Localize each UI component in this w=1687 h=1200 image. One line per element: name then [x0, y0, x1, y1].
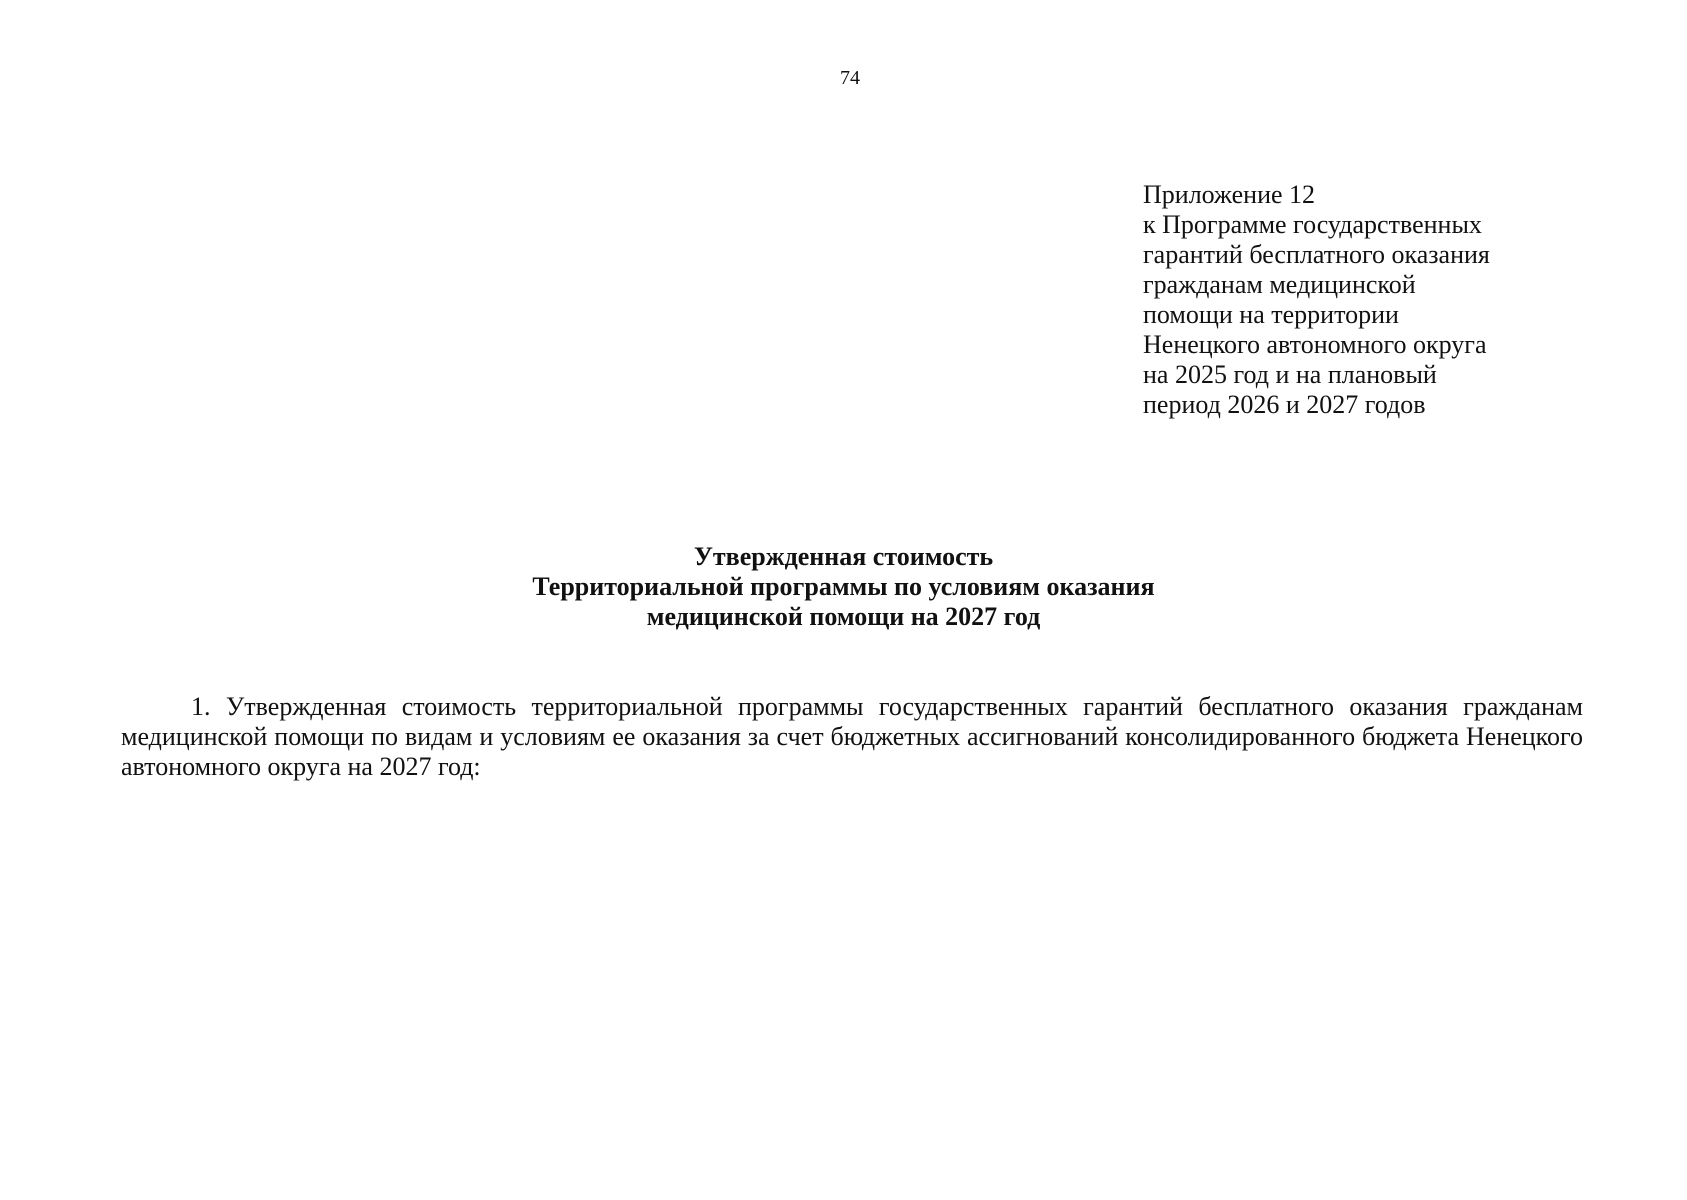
paragraph-line: 1. Утвержденная стоимость территориальной программы государственных гарантий бесплатного оказания гражданам [191, 692, 1583, 721]
paragraph-line: медицинской помощи по видам и условиям ее оказания за счет бюджетных ассигнований консолидированного бюджета Ненецкого [121, 722, 1583, 751]
appendix-line: помощи на территории [1143, 300, 1399, 329]
page-number: 74 [840, 67, 860, 89]
paragraph-line: автономного округа на 2027 год: [121, 752, 481, 781]
appendix-line: период 2026 и 2027 годов [1143, 390, 1426, 419]
appendix-line: гарантий бесплатного оказания [1143, 240, 1490, 269]
appendix-line: на 2025 год и на плановый [1143, 360, 1437, 389]
document-title [0, 542, 1687, 632]
appendix-line: гражданам медицинской [1143, 270, 1416, 299]
body-paragraph [121, 692, 1583, 782]
title-line: Утвержденная стоимость [693, 542, 994, 571]
appendix-line: Приложение 12 [1143, 180, 1316, 209]
title-line: медицинской помощи на 2027 год [646, 602, 1041, 631]
appendix-line: Ненецкого автономного округа [1143, 330, 1487, 359]
appendix-note [1143, 180, 1583, 420]
title-line: Территориальной программы по условиям оказания [532, 572, 1155, 601]
appendix-line: к Программе государственных [1143, 210, 1482, 239]
